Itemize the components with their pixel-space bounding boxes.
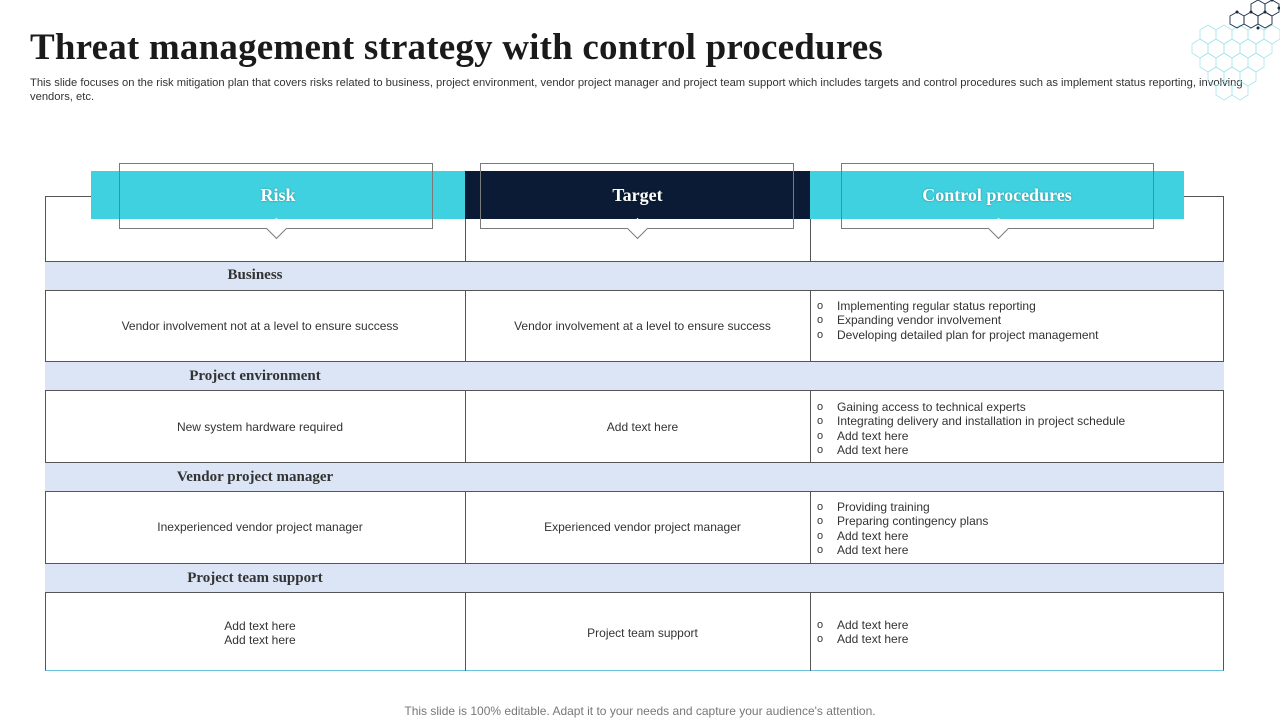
list-item: o Expanding vendor involvement [817,313,1099,327]
header-label-wrap [810,171,1184,219]
list-item: o Add text here [817,529,988,543]
slide-subtitle: This slide focuses on the risk mitigation plan that covers risks related to business, project environment, vendor project manager and project team support which includes targets and control procedures such as implement status reporting, involving vendors, etc. [30,77,1243,103]
list-item: o Implementing regular status reporting [817,299,1099,313]
header-risk-label: Risk [260,184,296,205]
risk-text: New system hardware required [176,420,344,434]
header-label-wrap [91,171,465,219]
control-list [817,400,1125,457]
risk-cell [45,291,475,361]
category-label-vendor-project-manager: Vendor project manager [176,469,334,485]
control-list [817,618,908,647]
hexagon-pattern-decoration [1080,0,1280,115]
risk-text: Inexperienced vendor project manager [157,520,363,534]
list-item: o Add text here [817,632,908,646]
slide-title: Threat management strategy with control procedures [30,27,884,68]
list-item: o Developing detailed plan for project management [817,328,1099,342]
target-cell: Project team support [587,625,698,640]
list-item: o Integrating delivery and installation in project schedule [817,414,1125,428]
risk-cell [45,492,475,562]
list-item: o Add text here [817,429,1125,443]
list-item: o Providing training [817,500,988,514]
list-item: o Add text here [817,543,988,557]
target-cell: Experienced vendor project manager [544,520,741,534]
list-item: o Gaining access to technical experts [817,400,1125,414]
header-control-label: Control procedures [922,184,1072,205]
category-label-business: Business [227,267,283,283]
risk-text: Add text here [224,632,296,647]
list-item: o Add text here [817,618,908,632]
risk-text: Vendor involvement not at a level to ensure success [121,319,399,333]
target-cell: Add text here [606,420,679,434]
risk-cell [45,594,475,671]
list-item: o Preparing contingency plans [817,514,988,528]
risk-cell [45,392,475,462]
header-target-label: Target [612,184,663,205]
control-list [817,500,988,557]
target-cell: Vendor involvement at a level to ensure success [514,319,771,333]
footer-note: This slide is 100% editable. Adapt it to your needs and capture your audience's attention. [404,704,876,718]
strategy-table [45,196,1224,671]
list-item: o Add text here [817,443,1125,457]
risk-text: Add text here [224,618,296,633]
control-list [817,299,1099,342]
header-label-wrap [465,171,810,219]
category-label-project-environment: Project environment [189,368,321,384]
category-label-project-team-support: Project team support [187,570,323,586]
